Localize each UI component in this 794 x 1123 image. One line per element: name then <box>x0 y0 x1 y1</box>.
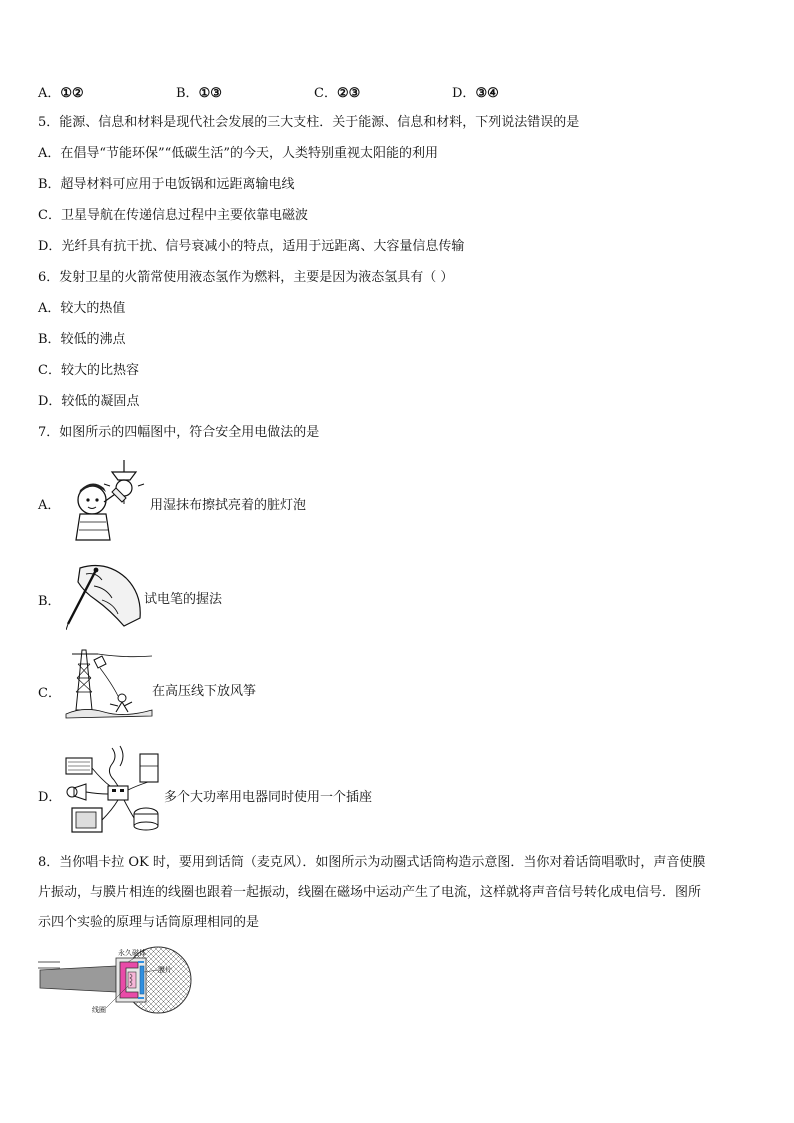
q4-option-c: C．②③ <box>314 86 361 101</box>
q5-option-c: C．卫星导航在传递信息过程中主要依靠电磁波 <box>38 208 308 223</box>
q6-stem: 6．发射卫星的火箭常使用液态氢作为燃料，主要是因为液态氢具有（ ） <box>38 270 454 285</box>
q7-figure-d-letter: D． <box>38 790 62 805</box>
q4-option-a: A．①② <box>38 86 84 101</box>
q7-figure-c-letter: C． <box>38 686 61 701</box>
q8-stem-line-1: 8．当你唱卡拉 OK 时，要用到话筒（麦克风）．如图所示为动圈式话筒构造示意图．当你对着话筒唱歌时，声音使膜 <box>38 855 706 870</box>
q8-stem-line-3: 示四个实验的原理与话筒原理相同的是 <box>38 915 260 930</box>
q7-figure-c-caption: 在高压线下放风筝 <box>152 684 257 699</box>
q4-options <box>38 82 558 102</box>
wiping-lamp-illustration <box>66 458 150 544</box>
q6-option-d: D．较低的凝固点 <box>38 394 140 409</box>
dynamic-microphone-diagram <box>36 944 196 1016</box>
q7-figure-b-row <box>38 560 738 632</box>
q7-figure-d-row <box>38 744 778 840</box>
q7-figure-d-caption: 多个大功率用电器同时使用一个插座 <box>164 790 373 805</box>
kite-under-power-line-illustration <box>64 644 154 720</box>
q7-figure-c-row <box>38 644 738 722</box>
q5-option-b: B．超导材料可应用于电饭锅和远距离输电线 <box>38 177 295 192</box>
test-pen-grip-illustration <box>66 560 144 630</box>
q7-figure-a-letter: A． <box>38 498 61 513</box>
q6-option-c: C．较大的比热容 <box>38 363 139 378</box>
q7-figure-b-letter: B． <box>38 594 61 609</box>
diaphragm-label: 膜片 <box>158 966 172 974</box>
q6-option-a: A．较大的热值 <box>38 301 126 316</box>
q7-figure-a-row <box>38 458 738 548</box>
coil-label: 线圈 <box>92 1006 106 1014</box>
q4-option-b: B．①③ <box>176 86 222 101</box>
q7-stem: 7．如图所示的四幅图中，符合安全用电做法的是 <box>38 425 320 440</box>
q8-stem-line-2: 片振动，与膜片相连的线圈也跟着一起振动，线圈在磁场中运动产生了电流，这样就将声音信号转化成电信号．图所 <box>38 885 702 900</box>
q5-option-a: A．在倡导“节能环保”“低碳生活”的今天，人类特别重视太阳能的利用 <box>38 146 438 161</box>
q5-stem: 5．能源、信息和材料是现代社会发展的三大支柱．关于能源、信息和材料，下列说法错误的是 <box>38 115 580 130</box>
q7-figure-a-caption: 用湿抹布擦拭亮着的脏灯泡 <box>150 498 307 513</box>
magnet-label: 永久磁体 <box>118 949 146 957</box>
q7-figure-b-caption: 试电笔的握法 <box>144 592 223 607</box>
q4-option-d: D．③④ <box>452 86 499 101</box>
overloaded-socket-illustration <box>62 744 168 838</box>
q5-option-d: D．光纤具有抗干扰、信号衰减小的特点，适用于远距离、大容量信息传输 <box>38 239 465 254</box>
q6-option-b: B．较低的沸点 <box>38 332 126 347</box>
